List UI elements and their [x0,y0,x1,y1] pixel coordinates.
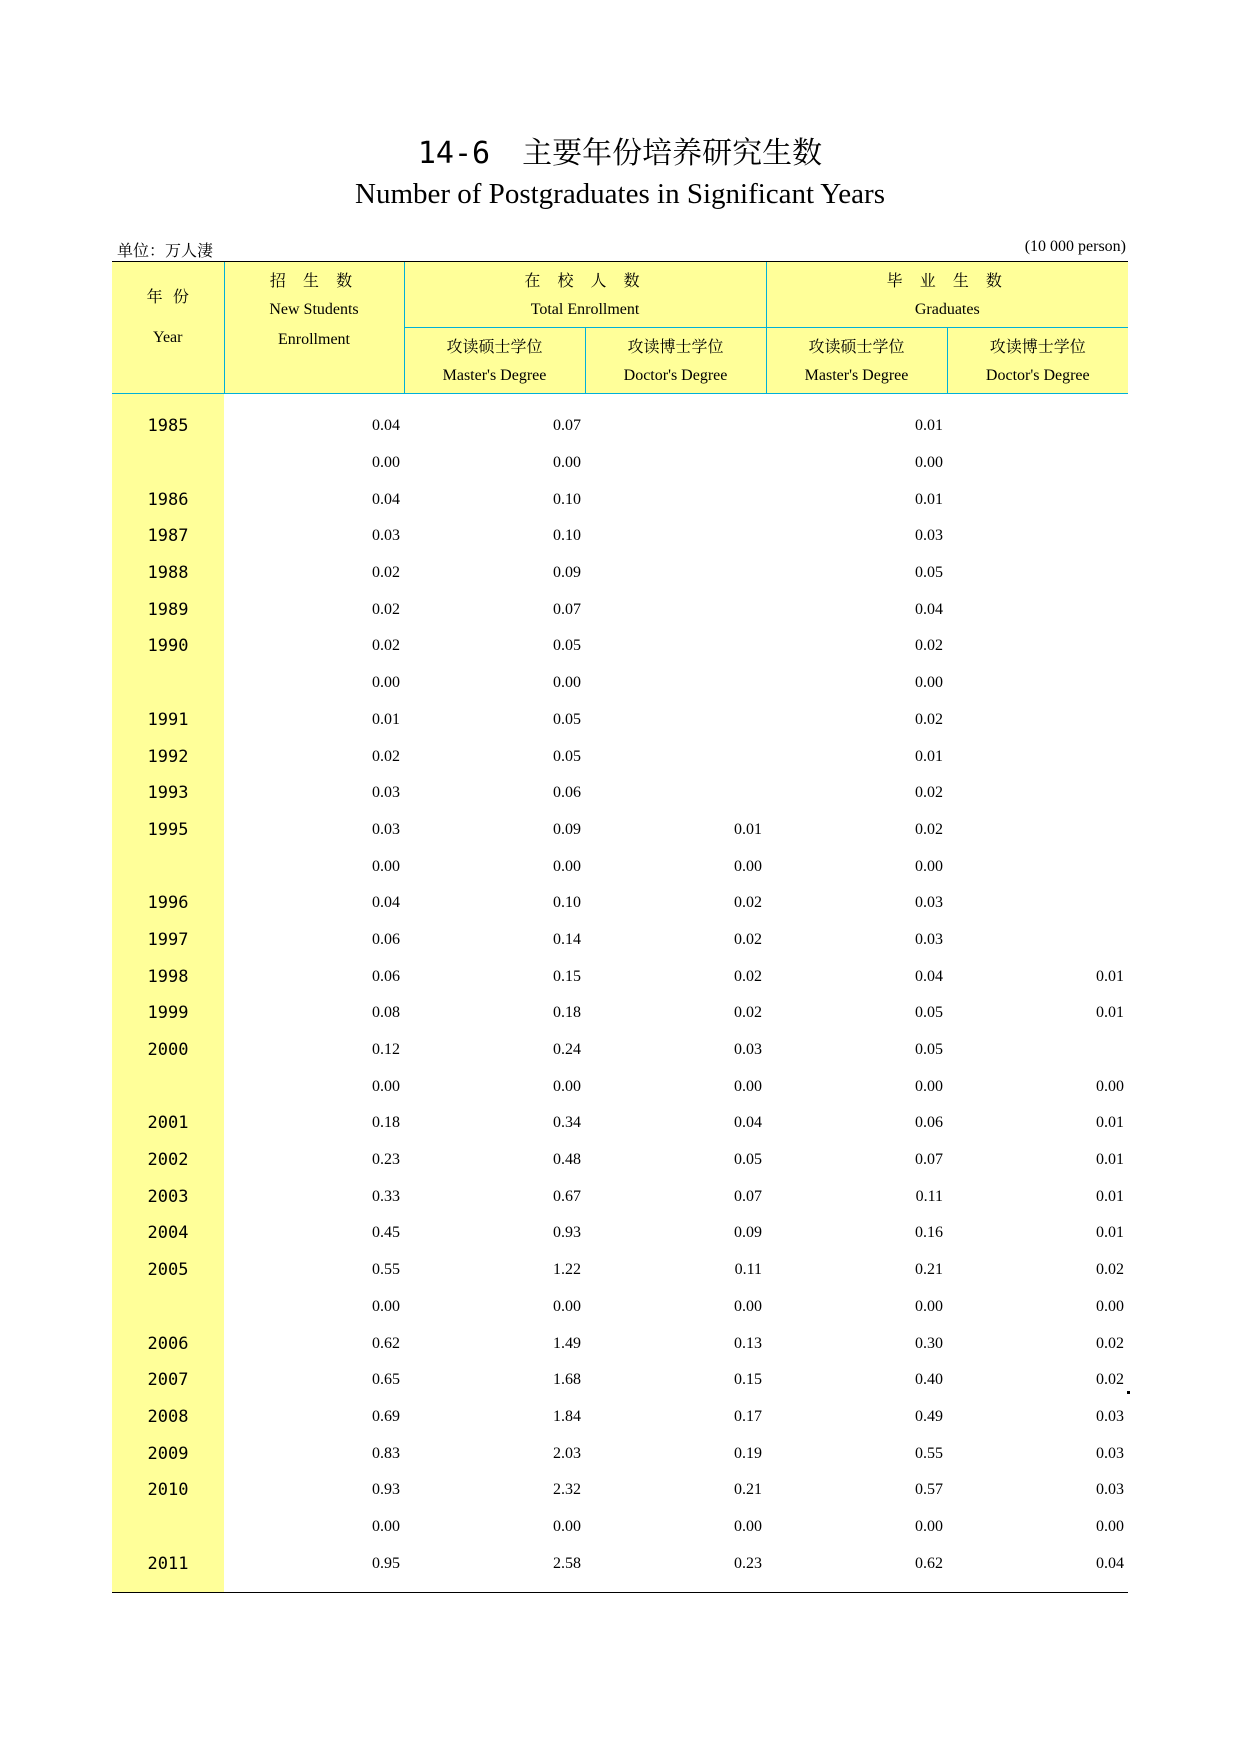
cell-total-m: 0.09 [553,564,581,582]
cell-grad-d: 0.03 [1096,1444,1125,1462]
cell-year [112,1509,224,1546]
cell-new: 0.93 [372,1481,400,1499]
cell-total-d [585,518,766,555]
cell-grad-m: 0.49 [915,1407,944,1425]
cell-grad-d [947,702,1128,739]
table-row [112,1142,1128,1179]
cell-grad-d: 0.01 [1096,1114,1125,1132]
cell-grad-d [947,591,1128,628]
table-row [112,995,1128,1032]
cell-new: 0.04 [372,417,400,435]
table-row [112,1178,1128,1215]
cell-grad-m: 0.11 [915,1187,944,1205]
table-row [112,518,1128,555]
cell-total-m: 0.18 [553,1004,581,1022]
cell-total-d [585,481,766,518]
cell-grad-m: 0.00 [915,857,944,875]
header-grad-master-cn: 攻读硕士学位 [808,337,905,356]
cell-total-m: 1.22 [553,1261,581,1279]
cell-year: 1999 [112,995,224,1032]
header-year [112,262,224,394]
cell-total-d: 0.02 [734,930,763,948]
cell-grad-m: 0.02 [915,637,944,655]
cell-total-d: 0.05 [734,1151,763,1169]
cell-grad-m: 0.16 [915,1224,944,1242]
cell-new: 0.01 [372,710,400,728]
header-grad-master [766,328,947,394]
cell-grad-m: 0.04 [915,600,944,618]
cell-year: 1996 [112,885,224,922]
table-row [112,1289,1128,1326]
unit-label-cn: 单位：万人淒 [117,241,214,260]
cell-grad-d: 0.02 [1096,1334,1125,1352]
cell-year: 1993 [112,775,224,812]
cell-grad-d: 0.01 [1096,1187,1125,1205]
cell-new: 0.00 [372,857,400,875]
cell-grad-m: 0.05 [915,1004,944,1022]
cell-new: 0.95 [224,1545,404,1592]
cell-new: 0.04 [372,894,400,912]
cell-grad-m: 0.02 [915,820,944,838]
cell-grad-d [947,738,1128,775]
cell-grad-m: 0.04 [915,967,944,985]
header-total-master-en: Master's Degree [442,367,547,384]
table-number: 14-6 [417,136,491,171]
cell-grad-d [947,555,1128,592]
header-grad-doctor-cn: 攻读博士学位 [989,337,1086,356]
header-grad-cn: 毕 业 生 数 [886,271,1008,290]
cell-new: 0.83 [372,1444,400,1462]
cell-total-d [585,665,766,702]
cell-year: 2000 [112,1032,224,1069]
table-row [112,848,1128,885]
cell-total-m: 0.00 [553,1077,581,1095]
cell-total-d: 0.11 [734,1261,763,1279]
cell-total-m: 0.05 [553,710,581,728]
cell-grad-d [947,394,1128,445]
cell-grad-m: 0.03 [915,527,944,545]
header-grad-master-en: Master's Degree [804,367,909,384]
cell-year: 2003 [112,1178,224,1215]
table-row [112,1509,1128,1546]
table-row [112,885,1128,922]
table-row [112,922,1128,959]
cell-year: 1989 [112,591,224,628]
cell-total-m: 0.93 [553,1224,581,1242]
cell-year [112,445,224,482]
cell-grad-d [947,445,1128,482]
cell-total-m: 0.00 [553,454,581,472]
table-row [112,1435,1128,1472]
cell-year: 1985 [112,394,224,445]
cell-new: 0.18 [372,1114,400,1132]
cell-new: 0.00 [372,1517,400,1535]
cell-total-m: 0.07 [553,417,581,435]
cell-new: 0.00 [372,1297,400,1315]
cell-grad-d: 0.01 [1096,1004,1125,1022]
cell-total-m: 0.00 [553,1297,581,1315]
postgraduates-table [112,261,1128,1593]
cell-total-m: 0.00 [553,857,581,875]
cell-grad-m: 0.00 [915,674,944,692]
table-row [112,1325,1128,1362]
table-row [112,591,1128,628]
cell-grad-d [947,922,1128,959]
cell-total-d: 0.15 [734,1371,763,1389]
cell-year: 2001 [112,1105,224,1142]
cell-total-m: 2.03 [553,1444,581,1462]
cell-grad-m: 0.03 [915,894,944,912]
cell-grad-d [947,628,1128,665]
cell-total-m: 0.15 [553,967,581,985]
header-new-en1: New Students [269,301,359,318]
cell-year: 1991 [112,702,224,739]
cell-grad-d [947,481,1128,518]
cell-year: 2004 [112,1215,224,1252]
cell-grad-d: 0.00 [1096,1077,1125,1095]
table-row [112,1215,1128,1252]
cell-total-d [585,775,766,812]
cell-year [112,665,224,702]
cell-total-d: 0.03 [734,1041,763,1059]
cell-new: 0.33 [372,1187,400,1205]
cell-new: 0.12 [372,1041,400,1059]
cell-year: 1990 [112,628,224,665]
cell-grad-m: 0.07 [915,1151,944,1169]
cell-grad-m: 0.00 [915,1297,944,1315]
cell-total-d: 0.02 [734,1004,763,1022]
table-row [112,481,1128,518]
cell-total-m: 0.34 [553,1114,581,1132]
cell-year [112,1068,224,1105]
cell-grad-m: 0.00 [915,1517,944,1535]
table-row [112,812,1128,849]
header-total-master-cn: 攻读硕士学位 [446,337,543,356]
cell-new: 0.00 [372,1077,400,1095]
cell-grad-m: 0.00 [915,454,944,472]
cell-total-m: 0.10 [553,894,581,912]
cell-grad-m: 0.01 [915,417,944,435]
table-row [112,1545,1128,1592]
table-row [112,555,1128,592]
cell-total-m: 0.09 [553,820,581,838]
cell-year: 2002 [112,1142,224,1179]
cell-grad-d: 0.02 [1096,1371,1125,1389]
header-grad-doctor-en: Doctor's Degree [985,367,1090,384]
cell-year: 1995 [112,812,224,849]
cell-new: 0.03 [372,527,400,545]
cell-total-d: 0.00 [734,1077,763,1095]
cell-total-d [585,445,766,482]
cell-year: 2010 [112,1472,224,1509]
cell-total-d: 0.23 [585,1545,766,1592]
cell-total-d: 0.17 [734,1407,763,1425]
cell-grad-d: 0.01 [1096,967,1125,985]
cell-new: 0.45 [372,1224,400,1242]
cell-grad-m: 0.21 [915,1261,944,1279]
cell-total-m: 0.05 [553,747,581,765]
cell-new: 0.00 [372,674,400,692]
cell-grad-m: 0.02 [915,784,944,802]
cell-grad-m: 0.00 [915,1077,944,1095]
header-total-doctor-en: Doctor's Degree [623,367,728,384]
cell-grad-m: 0.05 [915,564,944,582]
cell-year: 1998 [112,958,224,995]
cell-total-d: 0.19 [734,1444,763,1462]
cell-new: 0.69 [372,1407,400,1425]
cell-grad-d: 0.00 [1096,1517,1125,1535]
header-total-cn: 在 校 人 数 [524,271,646,290]
cell-total-d [585,555,766,592]
cell-grad-m: 0.01 [915,490,944,508]
cell-grad-d: 0.04 [947,1545,1128,1592]
cell-total-d: 0.00 [734,857,763,875]
cell-grad-m: 0.01 [915,747,944,765]
cell-total-d: 0.07 [734,1187,763,1205]
unit-label-en: (10 000 person) [1024,238,1126,255]
cell-grad-d [947,665,1128,702]
cell-grad-d: 0.00 [1096,1297,1125,1315]
cell-grad-d [947,775,1128,812]
cell-grad-d: 0.01 [1096,1151,1125,1169]
cell-total-m: 1.84 [553,1407,581,1425]
cell-year: 1986 [112,481,224,518]
cell-total-d [585,738,766,775]
table-row [112,1252,1128,1289]
cell-year: 2009 [112,1435,224,1472]
cell-total-m: 0.10 [553,490,581,508]
cell-total-d: 0.00 [734,1297,763,1315]
cell-total-m: 0.05 [553,637,581,655]
cell-total-m: 0.07 [553,600,581,618]
cell-total-m: 0.48 [553,1151,581,1169]
cell-year: 2007 [112,1362,224,1399]
cell-total-d: 0.09 [734,1224,763,1242]
header-year-en: Year [153,329,183,346]
table-row [112,628,1128,665]
cell-new: 0.65 [372,1371,400,1389]
header-total-doctor-cn: 攻读博士学位 [627,337,724,356]
table-row [112,1362,1128,1399]
cell-year: 2008 [112,1399,224,1436]
header-grad-doctor [947,328,1128,394]
cell-total-d: 0.04 [734,1114,763,1132]
cell-grad-m: 0.55 [915,1444,944,1462]
cell-total-m: 1.49 [553,1334,581,1352]
table-row [112,665,1128,702]
cell-new: 0.02 [372,564,400,582]
table-row [112,775,1128,812]
cell-new: 0.02 [372,600,400,618]
cell-year: 1988 [112,555,224,592]
cell-new: 0.03 [372,820,400,838]
table-row [112,1399,1128,1436]
cell-grad-d: 0.02 [1096,1261,1125,1279]
page-title-cn [0,128,1240,172]
table-row [112,1105,1128,1142]
cell-year: 2011 [112,1545,224,1592]
cell-total-m: 1.68 [553,1371,581,1389]
cell-total-d: 0.02 [734,967,763,985]
cell-new: 0.55 [372,1261,400,1279]
header-new-students [224,262,404,394]
table-row [112,1032,1128,1069]
cell-grad-m: 0.30 [915,1334,944,1352]
cell-year: 2005 [112,1252,224,1289]
cell-grad-m: 0.03 [915,930,944,948]
cell-year: 2006 [112,1325,224,1362]
cell-new: 0.04 [372,490,400,508]
cell-grad-d [947,812,1128,849]
header-new-cn: 招 生 数 [269,271,359,290]
header-grad-en: Graduates [914,301,980,318]
cell-total-m: 0.06 [553,784,581,802]
cell-total-d [585,628,766,665]
cell-grad-d: 0.03 [1096,1407,1125,1425]
cell-total-d [585,591,766,628]
cell-new: 0.08 [372,1004,400,1022]
cell-total-d: 0.21 [734,1481,763,1499]
table-row [112,394,1128,445]
cell-grad-m: 0.40 [915,1371,944,1389]
cell-grad-d: 0.01 [1096,1224,1125,1242]
header-total-en: Total Enrollment [530,301,640,318]
table-row [112,702,1128,739]
cell-total-m: 0.67 [553,1187,581,1205]
cell-new: 0.06 [372,930,400,948]
cell-year: 1987 [112,518,224,555]
cell-new: 0.23 [372,1151,400,1169]
cell-total-d: 0.13 [734,1334,763,1352]
cell-grad-d [947,518,1128,555]
stray-dot-mark [1127,1391,1130,1394]
header-graduates [766,262,1128,328]
cell-grad-d: 0.03 [1096,1481,1125,1499]
cell-new: 0.02 [372,637,400,655]
cell-total-d [585,394,766,445]
cell-total-m: 2.32 [553,1481,581,1499]
table-row [112,738,1128,775]
title-cn-text: 主要年份培养研究生数 [522,136,823,171]
cell-grad-m: 0.05 [915,1041,944,1059]
cell-grad-m: 0.06 [915,1114,944,1132]
cell-total-m: 0.00 [553,1517,581,1535]
cell-year: 1992 [112,738,224,775]
cell-year [112,1289,224,1326]
cell-total-m: 0.10 [553,527,581,545]
header-year-cn: 年 份 [146,287,189,306]
cell-grad-d [947,885,1128,922]
table-row [112,1068,1128,1105]
page-title-en: Number of Postgraduates in Significant Years [355,178,885,210]
cell-year [112,848,224,885]
table-row [112,1472,1128,1509]
cell-new: 0.62 [372,1334,400,1352]
cell-grad-m: 0.02 [915,710,944,728]
cell-grad-d [947,1032,1128,1069]
cell-total-d [585,702,766,739]
header-total-master [404,328,585,394]
cell-total-d: 0.01 [734,820,763,838]
cell-new: 0.02 [372,747,400,765]
cell-grad-d [947,848,1128,885]
header-total-enrollment [404,262,766,328]
cell-total-d: 0.00 [734,1517,763,1535]
cell-total-m: 2.58 [404,1545,585,1592]
cell-grad-m: 0.62 [766,1545,947,1592]
cell-total-m: 0.14 [553,930,581,948]
header-total-doctor [585,328,766,394]
cell-new: 0.06 [372,967,400,985]
cell-new: 0.03 [372,784,400,802]
cell-total-m: 0.00 [553,674,581,692]
header-new-en2: Enrollment [278,331,350,348]
table-row [112,445,1128,482]
cell-year: 1997 [112,922,224,959]
cell-grad-m: 0.57 [915,1481,944,1499]
table-row [112,958,1128,995]
cell-new: 0.00 [372,454,400,472]
cell-total-m: 0.24 [553,1041,581,1059]
cell-total-d: 0.02 [734,894,763,912]
